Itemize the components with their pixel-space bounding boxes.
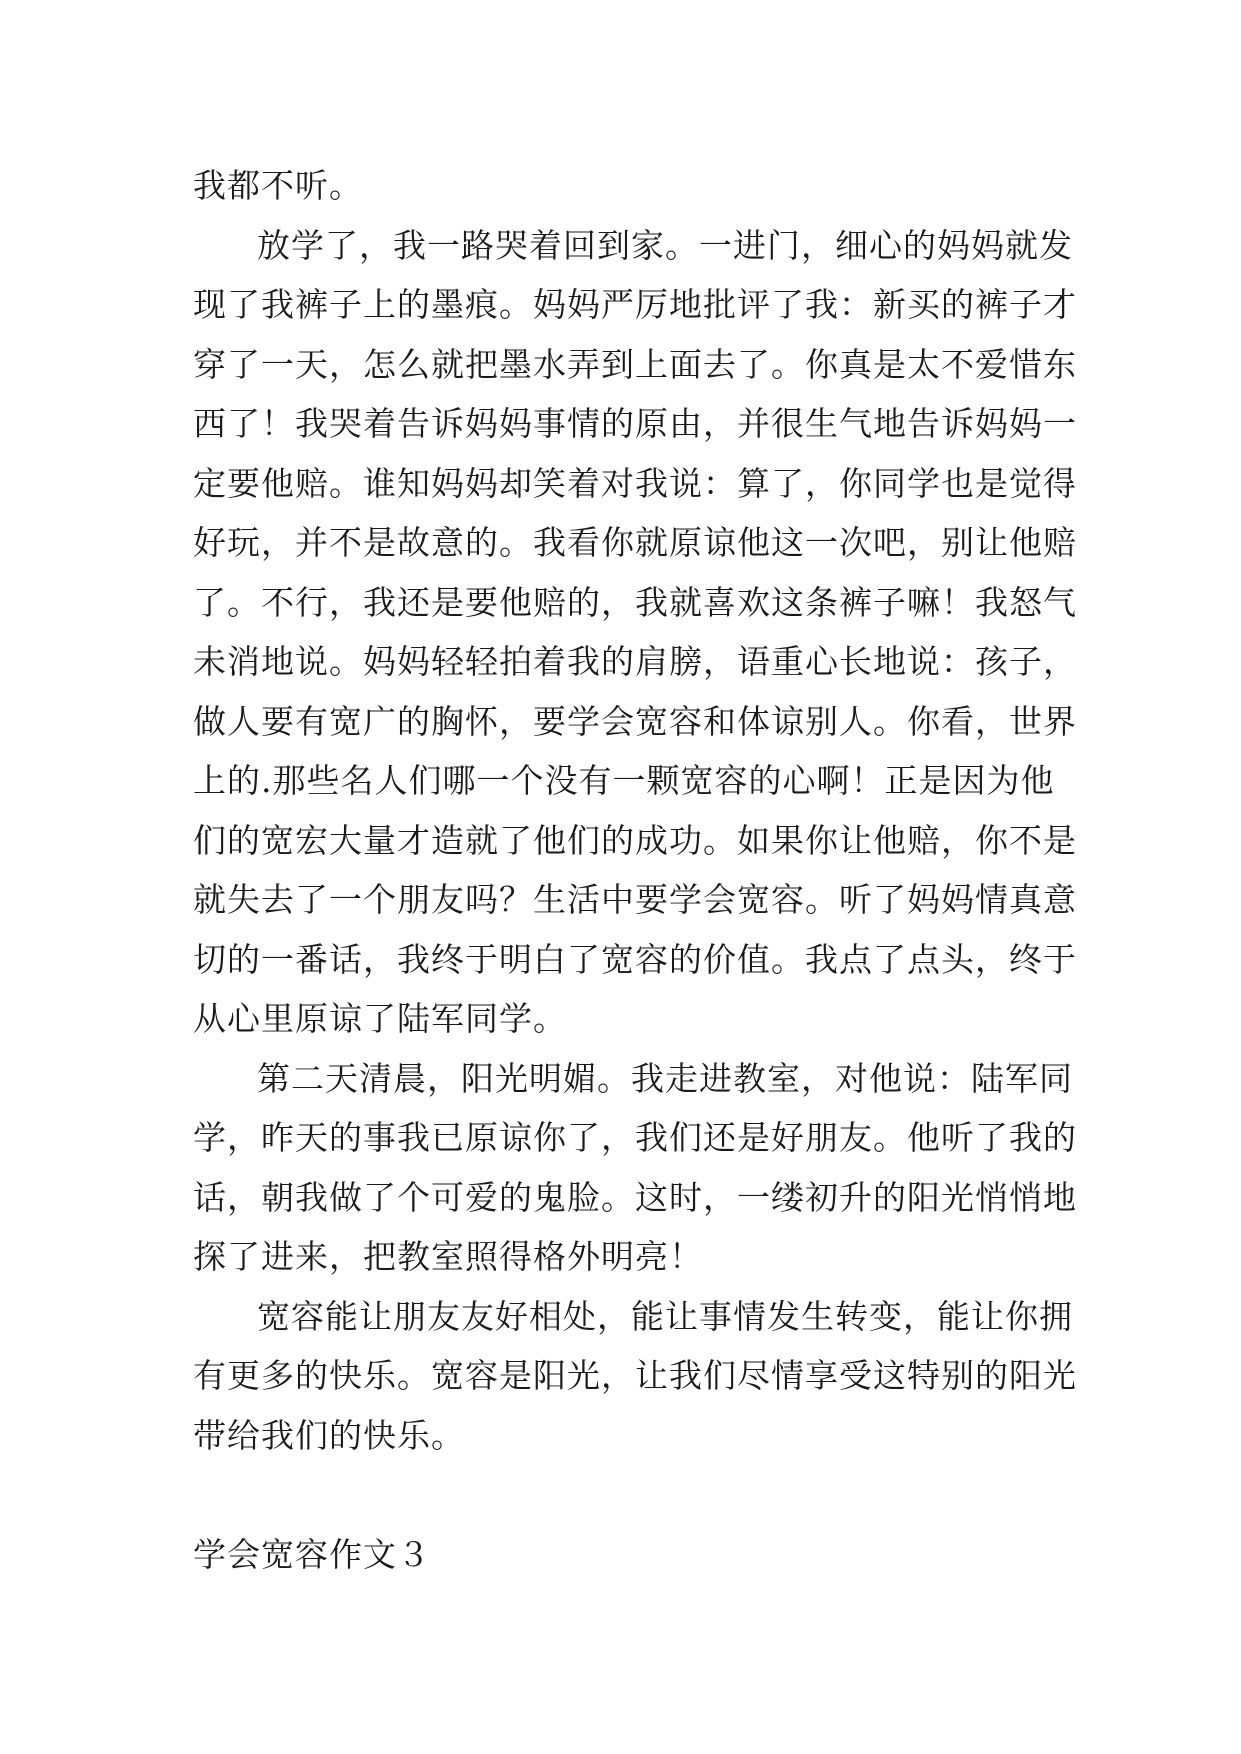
paragraph-start-line: 宽容能让朋友友好相处，能让事情发生转变，能让你拥 <box>257 1297 1073 1336</box>
text-line: 做人要有宽广的胸怀，要学会宽容和体谅别人。你看，世界 <box>193 702 1077 741</box>
text-line: 带给我们的快乐。 <box>193 1416 465 1455</box>
text-line: 们的宽宏大量才造就了他们的成功。如果你让他赔，你不是 <box>193 821 1077 860</box>
text-line: 未消地说。妈妈轻轻拍着我的肩膀，语重心长地说：孩子， <box>193 642 1077 681</box>
text-line: 上的.那些名人们哪一个没有一颗宽容的心啊！正是因为他 <box>193 761 1055 800</box>
section-heading: 学会宽容作文３ <box>193 1535 431 1574</box>
paragraph-start-line: 放学了，我一路哭着回到家。一进门，细心的妈妈就发 <box>257 226 1073 265</box>
text-line: 话，朝我做了个可爱的鬼脸。这时，一缕初升的阳光悄悄地 <box>193 1178 1077 1217</box>
text-line: 切的一番话，我终于明白了宽容的价值。我点了点头，终于 <box>193 940 1077 979</box>
text-line: 探了进来，把教室照得格外明亮！ <box>193 1237 703 1276</box>
text-line: 了。不行，我还是要他赔的，我就喜欢这条裤子嘛！我怒气 <box>193 583 1077 622</box>
text-line: 好玩，并不是故意的。我看你就原谅他这一次吧，别让他赔 <box>193 523 1077 562</box>
text-line: 就失去了一个朋友吗？生活中要学会宽容。听了妈妈情真意 <box>193 880 1077 919</box>
text-line: 我都不听。 <box>193 166 363 205</box>
text-line: 学，昨天的事我已原谅你了，我们还是好朋友。他听了我的 <box>193 1118 1077 1157</box>
text-line: 现了我裤子上的墨痕。妈妈严厉地批评了我：新买的裤子才 <box>193 285 1077 324</box>
text-line: 西了！我哭着告诉妈妈事情的原由，并很生气地告诉妈妈一 <box>193 404 1077 443</box>
paragraph-start-line: 第二天清晨，阳光明媚。我走进教室，对他说：陆军同 <box>257 1059 1073 1098</box>
text-line: 穿了一天，怎么就把墨水弄到上面去了。你真是太不爱惜东 <box>193 345 1077 384</box>
text-line: 从心里原谅了陆军同学。 <box>193 999 567 1038</box>
text-line: 定要他赔。谁知妈妈却笑着对我说：算了，你同学也是觉得 <box>193 464 1077 503</box>
text-line: 有更多的快乐。宽容是阳光，让我们尽情享受这特别的阳光 <box>193 1356 1077 1395</box>
